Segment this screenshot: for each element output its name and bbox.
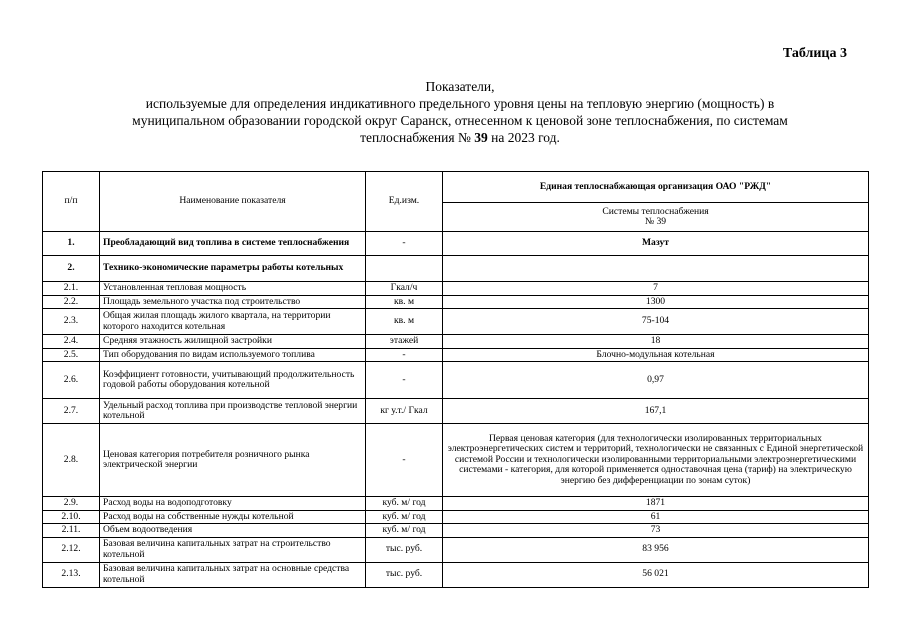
row-name: Ценовая категория потребителя розничного рынка электрической энергии bbox=[100, 424, 366, 497]
row-name: Расход воды на водоподготовку bbox=[100, 497, 366, 511]
header-org: Единая теплоснабжающая организация ОАО "РЖД" bbox=[443, 172, 869, 203]
heading-line-4-post: на 2023 год. bbox=[491, 130, 560, 145]
row-num: 2.7. bbox=[43, 399, 100, 424]
row-name: Установленная тепловая мощность bbox=[100, 282, 366, 296]
heading-line-4-pre: теплоснабжения № bbox=[360, 130, 471, 145]
row-value: 73 bbox=[443, 524, 869, 538]
row-value: 0,97 bbox=[443, 362, 869, 399]
row-unit: кг у.т./ Гкал bbox=[366, 399, 443, 424]
row-value: 1871 bbox=[443, 497, 869, 511]
header-system bbox=[443, 203, 869, 232]
row-name: Базовая величина капитальных затрат на строительство котельной bbox=[100, 537, 366, 562]
row-unit bbox=[366, 256, 443, 282]
heading-line-4 bbox=[55, 129, 865, 146]
row-unit: куб. м/ год bbox=[366, 524, 443, 538]
heading-line-3: муниципальном образовании городской округ Саранск, отнесенном к ценовой зоне теплоснабжения, по системам bbox=[132, 113, 788, 128]
heading-system-number: 39 bbox=[474, 130, 488, 145]
row-value: Первая ценовая категория (для технологически изолированных территориальных электроэнергетических систем и территорий, технологически не связанных с Единой энергетической системой России и технологически изолированными территориальными электроэнергетическими системами - категория, для которой применяется одноставочная цена (тариф) на электрическую энергию без дифференциации по зонам суток) bbox=[443, 424, 869, 497]
row-num: 2.6. bbox=[43, 362, 100, 399]
row-num: 2.10. bbox=[43, 510, 100, 524]
row-unit: - bbox=[366, 424, 443, 497]
row-unit: тыс. руб. bbox=[366, 562, 443, 587]
row-unit: кв. м bbox=[366, 295, 443, 309]
heading-line-1: Показатели, bbox=[425, 79, 495, 94]
row-unit: этажей bbox=[366, 335, 443, 349]
row-name: Тип оборудования по видам используемого топлива bbox=[100, 348, 366, 362]
row-unit: тыс. руб. bbox=[366, 537, 443, 562]
header-unit: Ед.изм. bbox=[366, 172, 443, 232]
row-num: 2.9. bbox=[43, 497, 100, 511]
row-value bbox=[443, 256, 869, 282]
row-num: 2.2. bbox=[43, 295, 100, 309]
row-name: Технико-экономические параметры работы котельных bbox=[100, 256, 366, 282]
row-num: 2.8. bbox=[43, 424, 100, 497]
row-value: 167,1 bbox=[443, 399, 869, 424]
document-heading bbox=[55, 78, 865, 146]
table-row bbox=[43, 399, 869, 424]
row-num: 2. bbox=[43, 256, 100, 282]
table-row bbox=[43, 424, 869, 497]
header-num: п/п bbox=[43, 172, 100, 232]
row-name: Общая жилая площадь жилого квартала, на территории которого находится котельная bbox=[100, 309, 366, 335]
table-row bbox=[43, 348, 869, 362]
row-num: 2.13. bbox=[43, 562, 100, 587]
row-value: 56 021 bbox=[443, 562, 869, 587]
header-system-line-2: № 39 bbox=[644, 216, 667, 227]
table-row bbox=[43, 510, 869, 524]
row-num: 1. bbox=[43, 232, 100, 256]
row-num: 2.1. bbox=[43, 282, 100, 296]
header-system-line-1: Системы теплоснабжения bbox=[602, 205, 709, 217]
table-row bbox=[43, 232, 869, 256]
table-row bbox=[43, 256, 869, 282]
row-name: Коэффициент готовности, учитывающий продолжительность годовой работы оборудования котельной bbox=[100, 362, 366, 399]
row-unit: куб. м/ год bbox=[366, 497, 443, 511]
table-header-row bbox=[43, 172, 869, 203]
indicators-table bbox=[42, 171, 869, 588]
row-value: 61 bbox=[443, 510, 869, 524]
row-value: 1300 bbox=[443, 295, 869, 309]
row-unit: Гкал/ч bbox=[366, 282, 443, 296]
row-name: Средняя этажность жилищной застройки bbox=[100, 335, 366, 349]
row-value: 7 bbox=[443, 282, 869, 296]
heading-line-2: используемые для определения индикативного предельного уровня цены на тепловую энергию (мощность) в bbox=[145, 96, 775, 111]
row-value: 83 956 bbox=[443, 537, 869, 562]
row-unit: - bbox=[366, 348, 443, 362]
table-row bbox=[43, 282, 869, 296]
row-value: Мазут bbox=[443, 232, 869, 256]
table-row bbox=[43, 524, 869, 538]
row-unit: куб. м/ год bbox=[366, 510, 443, 524]
row-unit: - bbox=[366, 232, 443, 256]
table-label: Таблица 3 bbox=[782, 46, 847, 61]
row-name: Расход воды на собственные нужды котельной bbox=[100, 510, 366, 524]
row-num: 2.5. bbox=[43, 348, 100, 362]
row-name: Площадь земельного участка под строительство bbox=[100, 295, 366, 309]
table-row bbox=[43, 497, 869, 511]
row-value: Блочно-модульная котельная bbox=[443, 348, 869, 362]
row-name: Базовая величина капитальных затрат на основные средства котельной bbox=[100, 562, 366, 587]
header-name: Наименование показателя bbox=[100, 172, 366, 232]
row-value: 75-104 bbox=[443, 309, 869, 335]
table-row bbox=[43, 362, 869, 399]
table-row bbox=[43, 295, 869, 309]
row-unit: - bbox=[366, 362, 443, 399]
table-row bbox=[43, 309, 869, 335]
row-num: 2.11. bbox=[43, 524, 100, 538]
row-num: 2.3. bbox=[43, 309, 100, 335]
row-name: Удельный расход топлива при производстве тепловой энергии котельной bbox=[100, 399, 366, 424]
row-value: 18 bbox=[443, 335, 869, 349]
table-row bbox=[43, 537, 869, 562]
table-row bbox=[43, 562, 869, 587]
table-row bbox=[43, 335, 869, 349]
row-name: Преобладающий вид топлива в системе теплоснабжения bbox=[100, 232, 366, 256]
row-unit: кв. м bbox=[366, 309, 443, 335]
row-num: 2.12. bbox=[43, 537, 100, 562]
row-name: Объем водоотведения bbox=[100, 524, 366, 538]
row-num: 2.4. bbox=[43, 335, 100, 349]
